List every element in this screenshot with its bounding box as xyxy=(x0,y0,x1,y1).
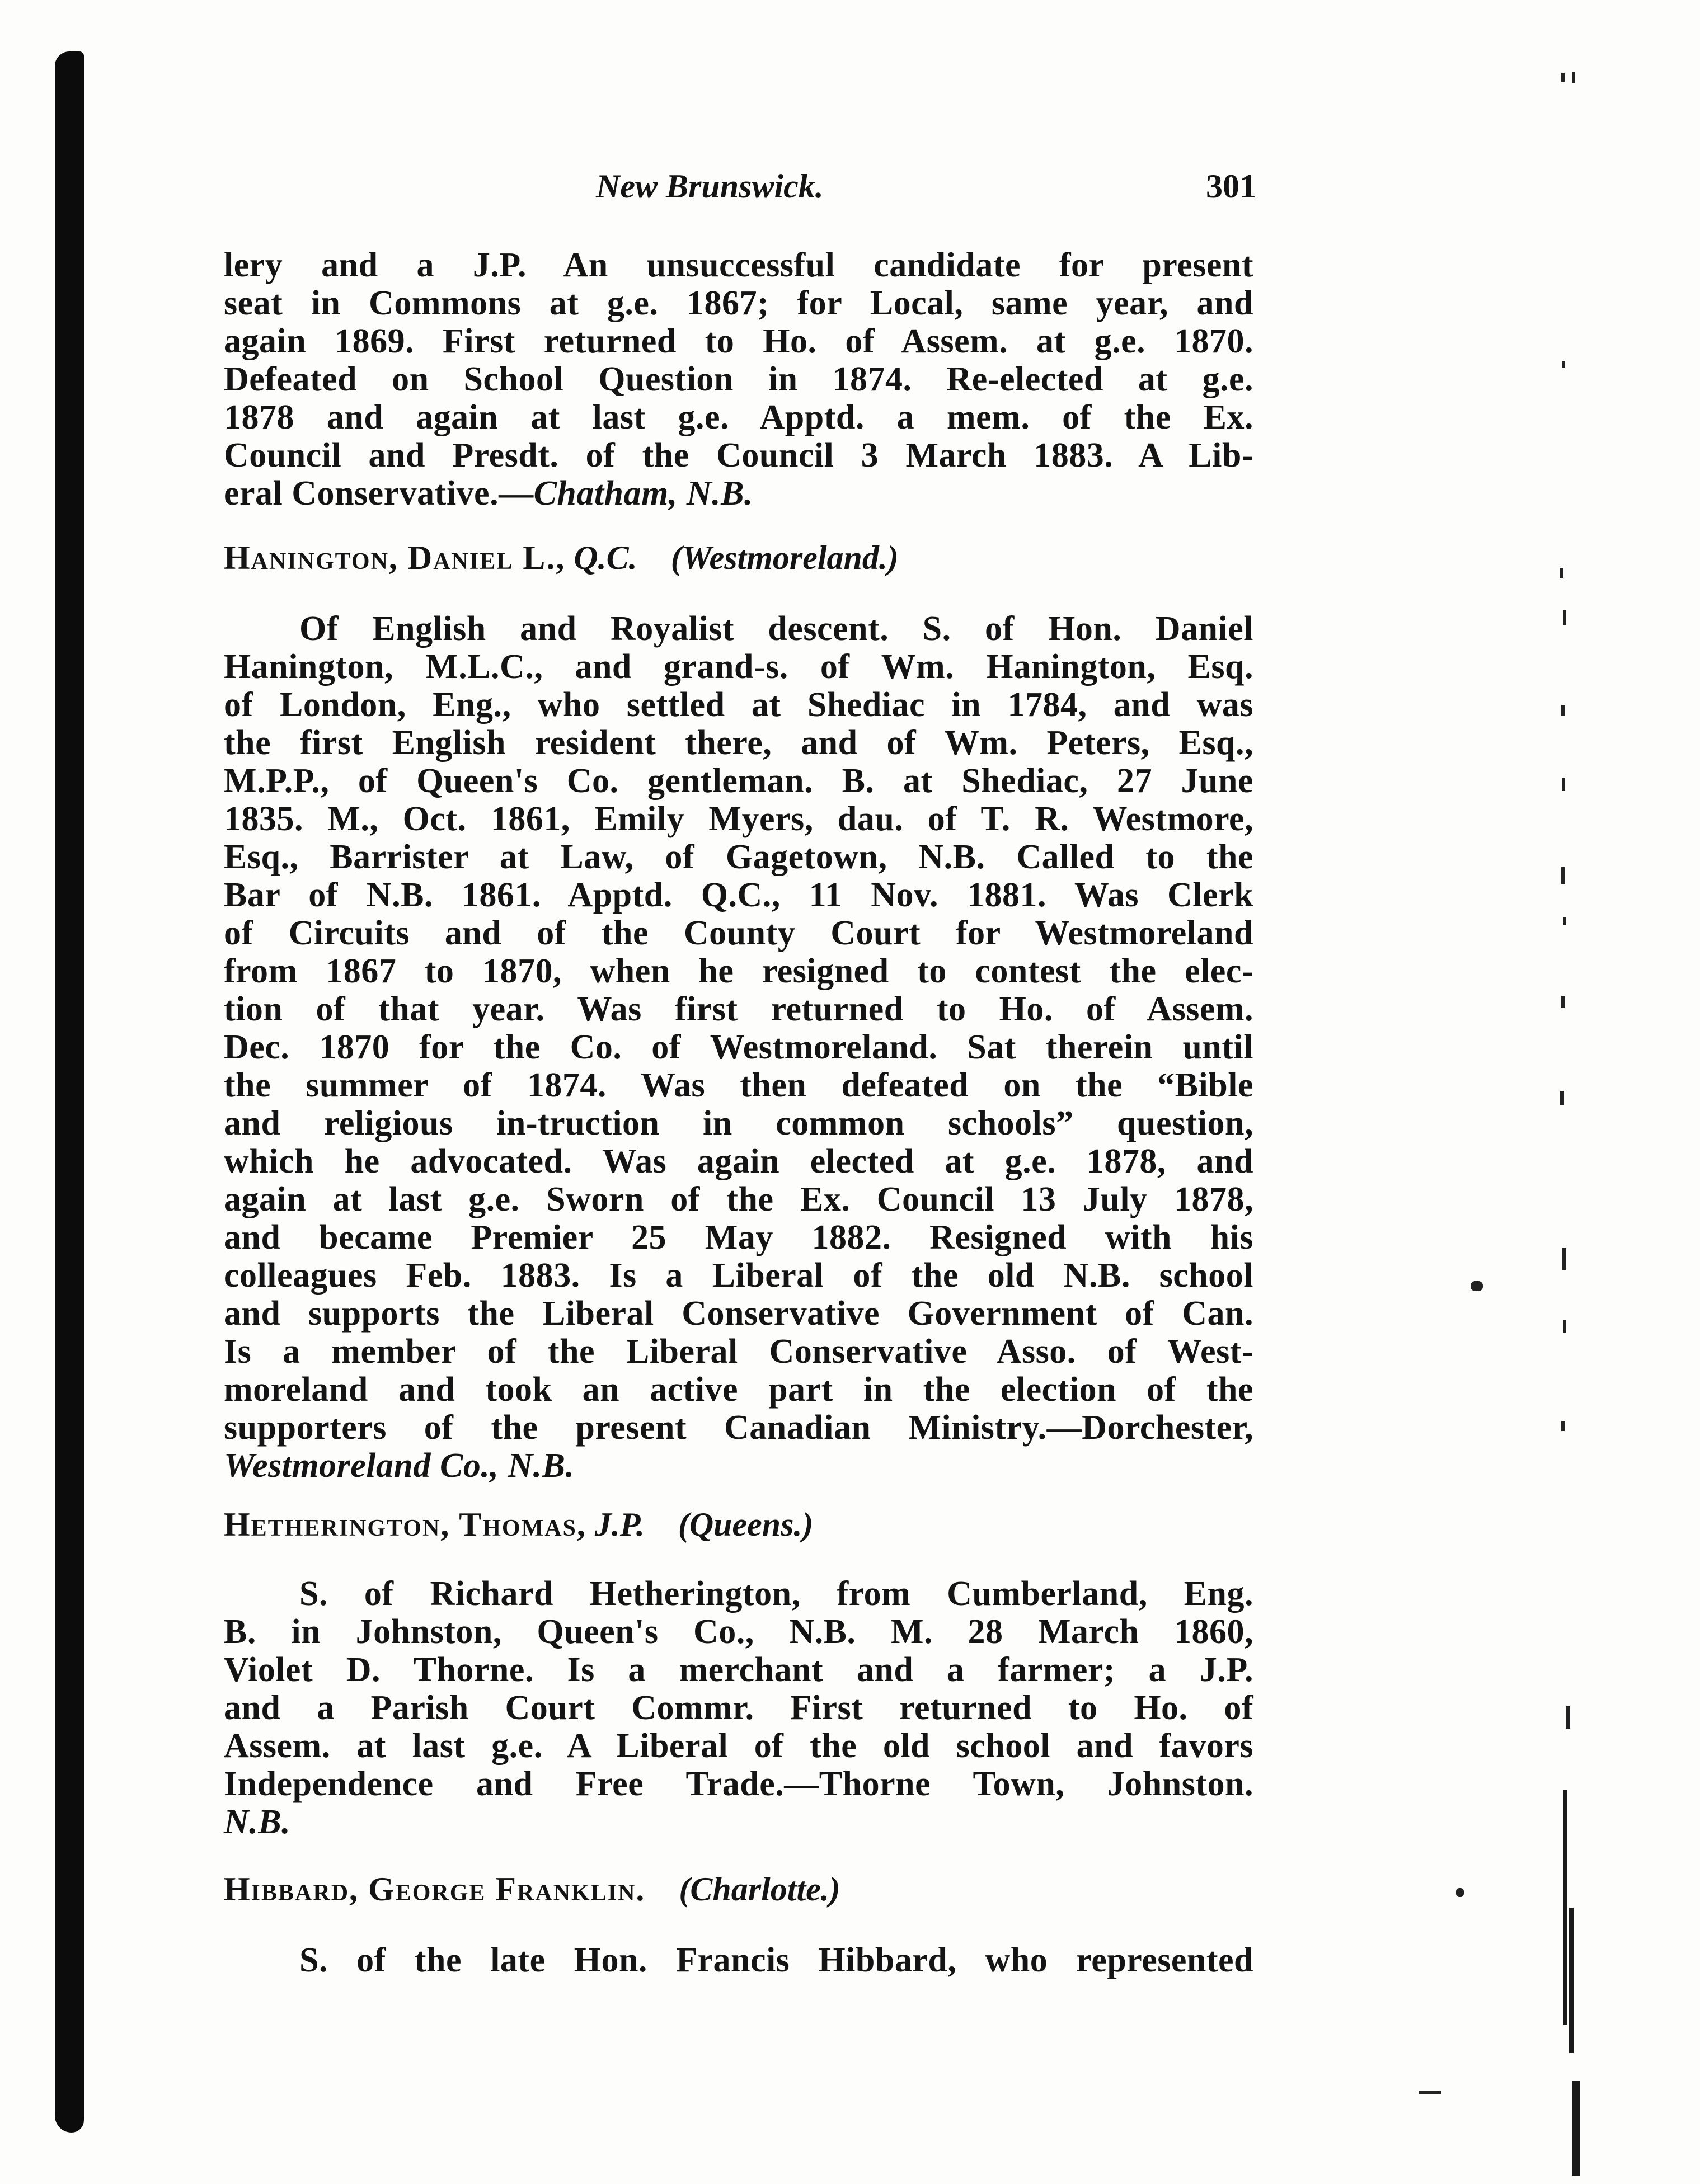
text-line: of Circuits and of the County Court for Westmoreland xyxy=(224,914,1253,952)
text-line: 1878 and again at last g.e. Apptd. a mem. of the Ex. xyxy=(224,398,1253,436)
entry-heading xyxy=(224,1505,813,1544)
entry-title: Q.C. xyxy=(574,539,637,576)
text-line: Independence and Free Trade.—Thorne Town, Johnston. xyxy=(224,1765,1253,1803)
entry-heading xyxy=(224,1870,840,1909)
continued-entry-body xyxy=(224,246,1253,512)
text-line: Esq., Barrister at Law, of Gagetown, N.B. Called to the xyxy=(224,838,1253,876)
text-line: from 1867 to 1870, when he resigned to contest the elec- xyxy=(224,952,1253,990)
text-line: tion of that year. Was first returned to Ho. of Assem. xyxy=(224,990,1253,1028)
text-line: colleagues Feb. 1883. Is a Liberal of the old N.B. school xyxy=(224,1256,1253,1295)
residence: N.B. xyxy=(224,1803,291,1841)
text-line: and a Parish Court Commr. First returned to Ho. of xyxy=(224,1689,1253,1727)
entry-name: Hanington, Daniel L., xyxy=(224,539,566,576)
text-line: and religious in-truction in common schools” question, xyxy=(224,1104,1253,1142)
text-line: 1835. M., Oct. 1861, Emily Myers, dau. of T. R. Westmore, xyxy=(224,800,1253,838)
text-line: Of English and Royalist descent. S. of Hon. Daniel xyxy=(299,610,1253,648)
ink-blot xyxy=(1471,1281,1483,1291)
ink-blot xyxy=(1419,2091,1441,2094)
text-line: Is a member of the Liberal Conservative Asso. of West- xyxy=(224,1333,1253,1371)
text-line: Bar of N.B. 1861. Apptd. Q.C., 11 Nov. 1881. Was Clerk xyxy=(224,876,1253,914)
entry-body xyxy=(224,1941,1253,1979)
text-line: and became Premier 25 May 1882. Resigned with his xyxy=(224,1218,1253,1256)
text-line: Defeated on School Question in 1874. Re-elected at g.e. xyxy=(224,360,1253,398)
entry-name: Hetherington, Thomas, xyxy=(224,1506,586,1543)
text-line: and supports the Liberal Conservative Government of Can. xyxy=(224,1295,1253,1333)
scan-edge-noise xyxy=(1556,45,1623,2182)
text-line: M.P.P., of Queen's Co. gentleman. B. at Shediac, 27 June xyxy=(224,762,1253,800)
residence: Chatham, N.B. xyxy=(533,474,753,512)
text-line: Dec. 1870 for the Co. of Westmoreland. Sat therein until xyxy=(224,1028,1253,1066)
text-line: moreland and took an active part in the election of the xyxy=(224,1371,1253,1409)
residence: Westmoreland Co., N.B. xyxy=(224,1447,575,1485)
running-title: New Brunswick. xyxy=(596,168,824,205)
text-line: Council and Presdt. of the Council 3 March 1883. A Lib- xyxy=(224,436,1253,474)
entry-heading xyxy=(224,538,899,577)
text-line: Violet D. Thorne. Is a merchant and a farmer; a J.P. xyxy=(224,1651,1253,1689)
entry-constituency: (Charlotte.) xyxy=(679,1871,840,1908)
text-line: S. of Richard Hetherington, from Cumberland, Eng. xyxy=(299,1575,1253,1613)
text-line-last xyxy=(224,474,1253,512)
text-line: the summer of 1874. Was then defeated on the “Bible xyxy=(224,1066,1253,1104)
entry-name: Hibbard, George Franklin. xyxy=(224,1871,646,1908)
text-line: S. of the late Hon. Francis Hibbard, who represented xyxy=(299,1941,1253,1979)
text-line: again at last g.e. Sworn of the Ex. Council 13 July 1878, xyxy=(224,1180,1253,1218)
scan-edge-shadow xyxy=(55,51,84,2133)
entry-body xyxy=(224,1575,1253,1841)
text-line: the first English resident there, and of Wm. Peters, Esq., xyxy=(224,724,1253,762)
entry-constituency: (Westmoreland.) xyxy=(670,539,899,576)
text-line: again 1869. First returned to Ho. of Assem. at g.e. 1870. xyxy=(224,322,1253,360)
text-line: B. in Johnston, Queen's Co., N.B. M. 28 March 1860, xyxy=(224,1613,1253,1651)
entry-constituency: (Queens.) xyxy=(678,1506,814,1543)
page-header xyxy=(596,161,1256,211)
text-line: seat in Commons at g.e. 1867; for Local, same year, and xyxy=(224,284,1253,322)
text-line: of London, Eng., who settled at Shediac in 1784, and was xyxy=(224,686,1253,724)
text-fragment: eral Conservative.— xyxy=(224,474,534,512)
ink-blot xyxy=(1456,1888,1464,1897)
text-line: lery and a J.P. An unsuccessful candidate for present xyxy=(224,246,1253,284)
text-line: supporters of the present Canadian Ministry.—Dorchester, xyxy=(224,1409,1253,1447)
text-line: which he advocated. Was again elected at g.e. 1878, and xyxy=(224,1142,1253,1180)
entry-title: J.P. xyxy=(594,1506,645,1543)
text-line: Hanington, M.L.C., and grand-s. of Wm. Hanington, Esq. xyxy=(224,648,1253,686)
entry-body xyxy=(224,610,1253,1485)
text-line: Assem. at last g.e. A Liberal of the old school and favors xyxy=(224,1727,1253,1765)
page-number: 301 xyxy=(1206,168,1256,205)
